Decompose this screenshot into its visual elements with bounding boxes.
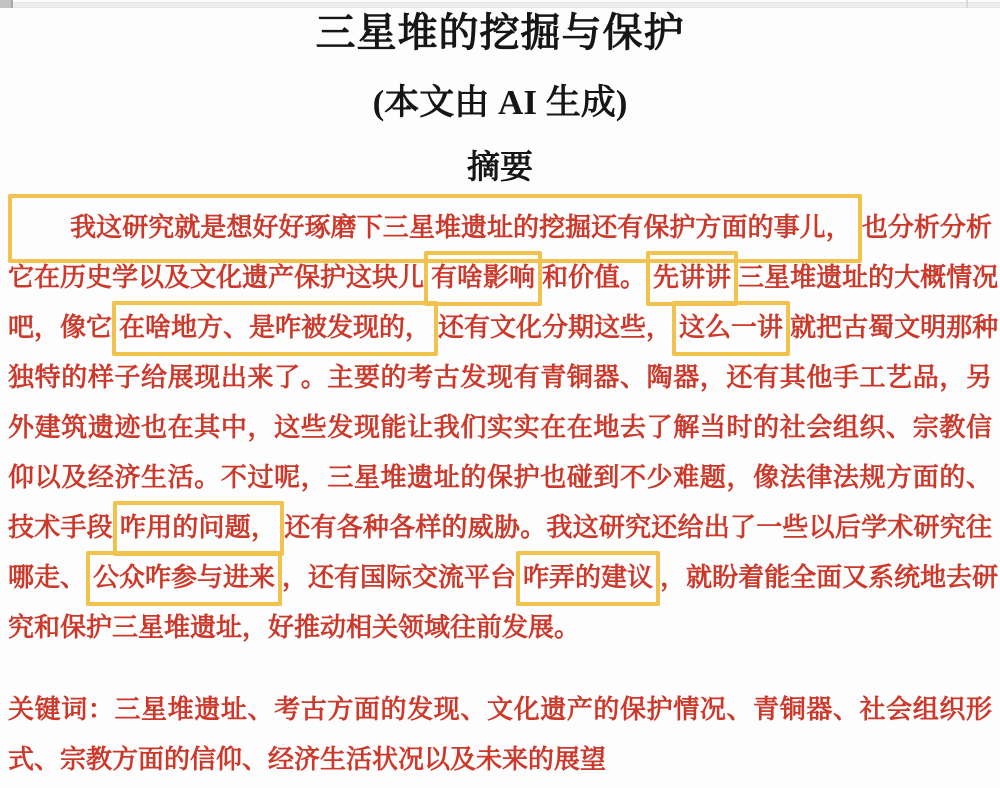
text-segment: 究和保护三星堆遗址，好推动相关领域往前发展。 [8, 613, 581, 642]
highlighted-phrase: 我这研究就是想好好琢磨下三星堆遗址的挖掘还有保护方面的事儿， [8, 194, 862, 263]
highlighted-phrase: 有啥影响 [424, 251, 542, 306]
highlighted-phrase: 咋用的问题， [113, 501, 284, 556]
screen-edge-artifact [0, 2, 1000, 8]
text-segment: 外建筑遗迹也在其中，这些发现能让我们实实在在地去了解当时的社会组织、宗教信 [8, 413, 992, 442]
abstract-line [8, 603, 992, 653]
abstract-line [8, 253, 999, 303]
abstract-line [8, 353, 992, 403]
text-segment: 就把古蜀文明那种 [790, 313, 999, 342]
screen-corner-artifact [0, 0, 13, 8]
text-segment: 技术手段 [8, 513, 113, 542]
text-segment: 仰以及经济生活。不过呢，三星堆遗址的保护也碰到不少难题，像法律法规方面的、 [8, 463, 992, 492]
abstract-line [8, 553, 999, 603]
text-segment: 还有各种各样的威胁。我这研究还给出了一些以后学术研究往 [284, 513, 992, 542]
text-segment: 和价值。 [542, 263, 647, 292]
highlighted-phrase: 咋弄的建议 [516, 551, 660, 606]
text-segment: 吧，像它 [8, 313, 113, 342]
text-segment: 三星堆遗址的大概情况 [738, 263, 999, 292]
text-segment: ，还有国际交流平台 [282, 563, 517, 592]
abstract-line [8, 303, 999, 353]
text-segment: 哪走、 [8, 563, 87, 592]
abstract-line [8, 453, 992, 503]
text-segment: 它在历史学以及文化遗产保护这块儿 [8, 263, 425, 292]
keywords-line: 关键词：三星堆遗址、考古方面的发现、文化遗产的保护情况、青铜器、社会组织形 [8, 695, 992, 724]
text-segment: 也分析分析 [861, 213, 992, 242]
screen-edge-tick-artifact [966, 0, 968, 8]
keywords [0, 685, 1000, 785]
text-segment: ，就盼着能全面又系统地去研 [660, 563, 999, 592]
highlighted-phrase: 在啥地方、是咋被发现的， [112, 301, 438, 356]
page-subtitle: (本文由 AI 生成) [372, 83, 628, 122]
highlighted-phrase: 先讲讲 [646, 251, 738, 306]
abstract-line [8, 203, 992, 253]
abstract-line [8, 503, 992, 553]
text-segment: 还有文化分期这些， [438, 313, 673, 342]
abstract-heading: 摘要 [467, 150, 533, 186]
highlighted-phrase: 这么一讲 [672, 301, 790, 356]
abstract [0, 203, 1000, 653]
highlighted-phrase: 公众咋参与进来 [86, 551, 282, 606]
page-title: 三星堆的挖掘与保护 [315, 10, 685, 55]
text-segment: 独特的样子给展现出来了。主要的考古发现有青铜器、陶器，还有其他手工艺品，另 [8, 363, 992, 392]
abstract-line [8, 403, 992, 453]
keywords-line: 式、宗教方面的信仰、经济生活状况以及未来的展望 [8, 745, 607, 774]
